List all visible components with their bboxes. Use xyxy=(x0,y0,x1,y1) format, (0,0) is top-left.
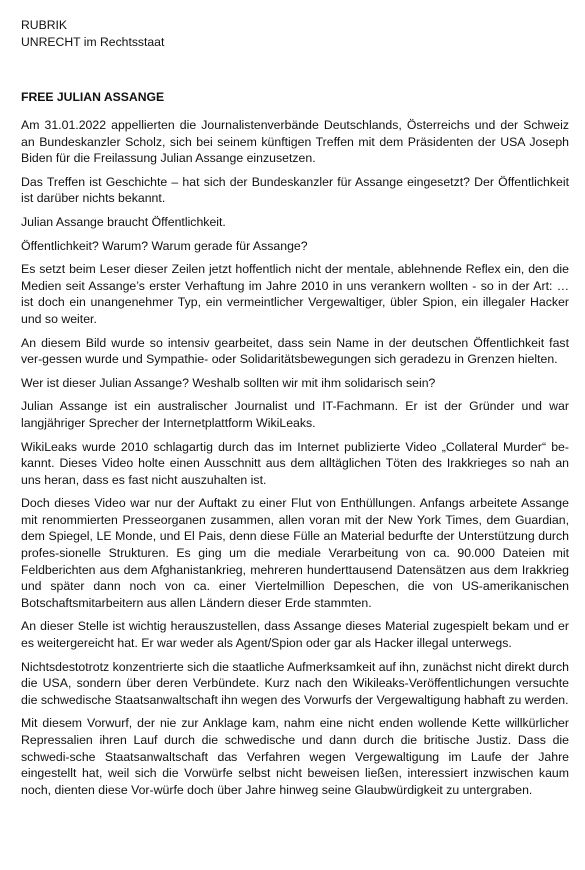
paragraph-2: Das Treffen ist Geschichte – hat sich der Bundeskanzler für Assange eingesetzt? Der Öffentlichkeit ist darüber nichts bekannt. xyxy=(21,174,569,206)
article-body xyxy=(21,117,569,798)
paragraph-7: Wer ist dieser Julian Assange? Weshalb sollten wir mit ihm solidarisch sein? xyxy=(21,375,436,390)
paragraph-8: Julian Assange ist ein australischer Journalist und IT-Fachmann. Er ist der Gründer und war langjähriger Sprecher der Internetplattform WikiLeaks. xyxy=(21,399,569,430)
paragraph-1: Am 31.01.2022 appellierten die Journalistenverbände Deutschlands, Österreichs und der Schweiz an Bundeskanzler Scholz, sich bei seinem künftigen Treffen mit dem Präsidenten der USA Joseph Biden für die Freilassung Julian Assange einzusetzen. xyxy=(21,118,569,166)
rubric-header xyxy=(21,17,569,51)
paragraph-5: Es setzt beim Leser dieser Zeilen jetzt hoffentlich nicht der mentale, ablehnende Reflex ein, den die Medien seit Assange’s erster Verhaftung im Jahre 2010 in uns verankern wollten - so in der Art: … ist doch ein unangenehmer Typ, ein vermeintlicher Vergewaltiger, übler Spion, ein illegaler Hacker und so weiter. xyxy=(21,262,569,326)
section-label: UNRECHT im Rechtsstaat xyxy=(21,35,165,49)
paragraph-10: Doch dieses Video war nur der Auftakt zu einer Flut von Enthüllungen. Anfangs arbeitete Assange mit renommierten Presseorganen zusammen, allen voran mit der New York Times, dem Guardian, dem Spiegel, LE Monde, und El Pais, denn diese Fülle an Material bedurfte der Unterstützung durch profes-sionelle Strukturen. Es ging um die mediale Verarbeitung von ca. 90.000 Dateien mit Feldberichten aus dem Afghanistankrieg, mehreren hunderttausend Datensätzen aus dem Irakkrieg und später dann noch von ca. einer Viertelmillion Depeschen, die von US-amerikanischen Botschaftsmitarbeitern aus allen Ländern dieser Erde stammten. xyxy=(21,496,569,610)
rubric-label: RUBRIK xyxy=(21,18,68,32)
paragraph-13: Mit diesem Vorwurf, der nie zur Anklage kam, nahm eine nicht enden wollende Kette willkürlicher Repressalien ihren Lauf durch die schwedische und dann durch die britische Justiz. Dass die schwedi-sche Staatsanwaltschaft das Verfahren wegen Vergewaltigung im Laufe der Jahre eingestellt hat, weil sich die Vorwürfe selbst nicht beweisen ließen, interessiert inzwischen kaum noch, dienten diese Vor-würfe doch über Jahre hinweg seine Glaubwürdigkeit zu untergraben. xyxy=(21,716,569,797)
paragraph-3: Julian Assange braucht Öffentlichkeit. xyxy=(21,214,226,229)
paragraph-11: An dieser Stelle ist wichtig herauszustellen, dass Assange dieses Material zugespielt bekam und er es weitergereicht hat. Er war weder als Agent/Spion oder gar als Hacker illegal unterwegs. xyxy=(21,619,569,651)
paragraph-9: WikiLeaks wurde 2010 schlagartig durch das im Internet publizierte Video „Collateral Murder“ be-kannt. Dieses Video holte einen Ausschnitt aus dem alltäglichen Töten des Irakkrieges so nah an uns heran, dass es fast nicht auszuhalten ist. xyxy=(21,439,569,487)
paragraph-4: Öffentlichkeit? Warum? Warum gerade für Assange? xyxy=(21,238,308,253)
paragraph-12: Nichtsdestotrotz konzentrierte sich die staatliche Aufmerksamkeit auf ihn, zunächst nicht direkt durch die USA, sondern über deren Verbündete. Kurz nach den Wikileaks-Veröffentlichungen versuchte die schwedische Staatsanwaltschaft ihn wegen des Vorwurfs der Vergewaltigung habhaft zu werden. xyxy=(21,659,569,707)
article-title: FREE JULIAN ASSANGE xyxy=(21,90,165,104)
paragraph-6: An diesem Bild wurde so intensiv gearbeitet, dass sein Name in der deutschen Öffentlichkeit fast ver-gessen wurde und Sympathie- oder Solidaritätsbewegungen sich geradezu in Grenzen hielten. xyxy=(21,335,569,367)
